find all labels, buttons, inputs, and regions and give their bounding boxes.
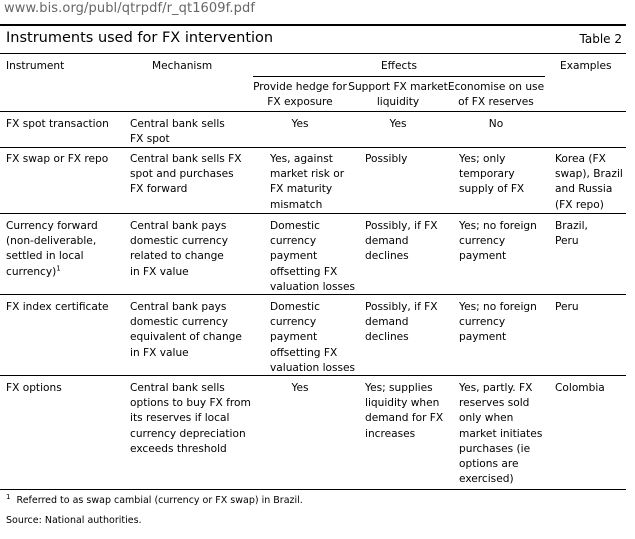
row-reserves: Yes; no foreign currency payment (459, 220, 537, 263)
row-reserves: Yes; only temporary supply of FX (459, 153, 525, 196)
table-title: Instruments used for FX intervention (6, 30, 274, 46)
header-instrument: Instrument (6, 60, 65, 72)
footnote-marker: 1 (6, 492, 11, 501)
row-hedge: Domestic currency payment offsetting FX valuation losses (270, 301, 356, 374)
row-mechanism: Central bank sells FX spot (130, 118, 225, 146)
table-number: Table 2 (579, 32, 622, 46)
row-hedge: Domestic currency payment offsetting FX valuation losses (270, 220, 356, 293)
header-reserves: Economise on use of FX reserves (447, 81, 545, 109)
row-instrument: FX index certificate (6, 301, 109, 313)
row-instrument: FX swap or FX repo (6, 153, 109, 165)
row-reserves: Yes, partly. FX reserves sold only when market initiates purchases (ie options are exercised) (459, 382, 543, 486)
row-mechanism: Central bank sells FX spot and purchases FX forward (130, 153, 242, 196)
source-note: Source: National authorities. (6, 515, 142, 526)
row-instrument: FX options (6, 382, 62, 394)
source-url[interactable]: www.bis.org/publ/qtrpdf/r_qt1609f.pdf (4, 1, 256, 16)
header-mechanism: Mechanism (152, 60, 213, 72)
row-hedge: Yes, against market risk or FX maturity mismatch (270, 153, 345, 211)
footnote-text: Referred to as swap cambial (currency or FX swap) in Brazil. (16, 495, 303, 506)
row-rule (0, 147, 626, 148)
row-mechanism: Central bank sells options to buy FX from its reserves if local currency depreciation exceeds threshold (130, 382, 251, 455)
row-liquidity: Yes (389, 118, 407, 130)
row-examples: Peru (555, 301, 579, 313)
row-instrument-text: Currency forward (non-deliverable, settled in local currency) (6, 220, 98, 278)
footnote-ref: 1 (56, 264, 61, 273)
header-examples: Examples (560, 60, 612, 72)
row-examples: Brazil, Peru (555, 220, 588, 248)
footnote (6, 492, 303, 506)
row-examples: Korea (FX swap), Brazil and Russia (FX repo) (555, 153, 623, 211)
row-rule (0, 294, 626, 295)
row-liquidity: Possibly, if FX demand declines (365, 301, 438, 344)
row-liquidity: Possibly, if FX demand declines (365, 220, 438, 263)
row-reserves: No (488, 118, 504, 130)
row-examples: Colombia (555, 382, 605, 394)
row-instrument: FX spot transaction (6, 118, 109, 130)
row-mechanism: Central bank pays domestic currency equivalent of change in FX value (130, 301, 242, 359)
top-rule (0, 24, 626, 26)
row-instrument (6, 219, 98, 280)
header-liquidity: Support FX market liquidity (348, 81, 448, 109)
row-reserves: Yes; no foreign currency payment (459, 301, 537, 344)
header-hedge: Provide hedge for FX exposure (253, 81, 347, 109)
row-liquidity: Possibly (365, 153, 408, 165)
effects-rule (253, 76, 545, 77)
bottom-rule (0, 489, 626, 490)
header-effects: Effects (380, 60, 417, 72)
row-rule (0, 213, 626, 214)
row-hedge: Yes (291, 382, 309, 394)
row-hedge: Yes (291, 118, 309, 130)
header-rule (0, 111, 626, 112)
title-rule (0, 53, 626, 54)
row-liquidity: Yes; supplies liquidity when demand for FX increases (365, 382, 444, 440)
row-rule (0, 375, 626, 376)
row-mechanism: Central bank pays domestic currency related to change in FX value (130, 220, 229, 278)
